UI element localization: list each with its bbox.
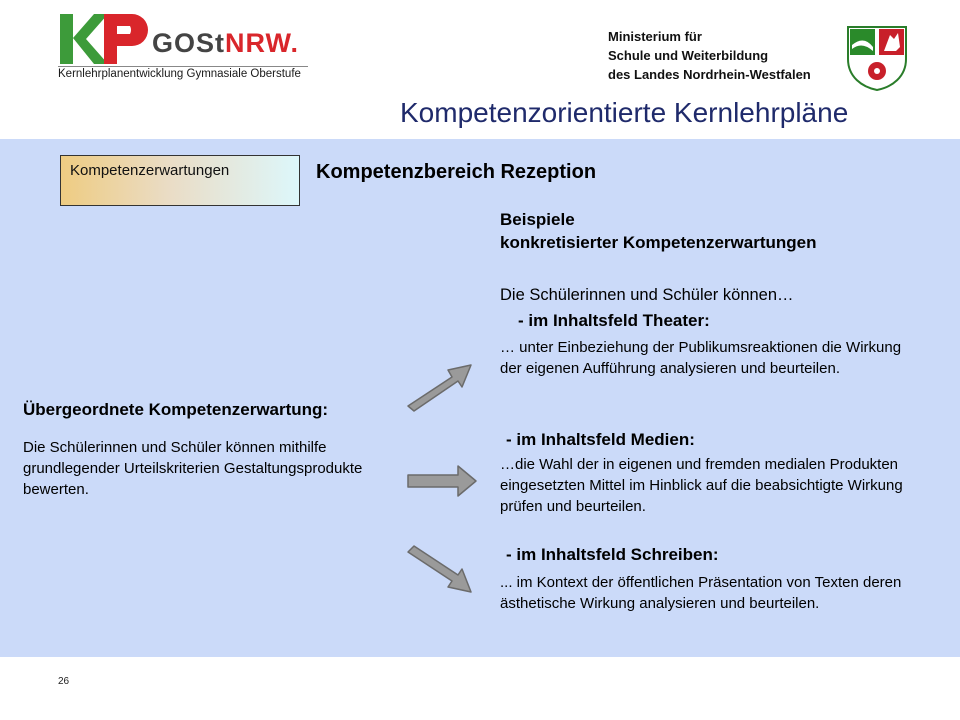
field-title-schreiben: - im Inhaltsfeld Schreiben: (506, 545, 719, 564)
field-title-medien: - im Inhaltsfeld Medien: (506, 430, 695, 449)
kompetenzerwartungen-label-box (60, 155, 300, 206)
arrow-up-right-icon (400, 356, 480, 418)
field-text-theater: … unter Einbeziehung der Publikumsreaktionen die Wirkung der eigenen Aufführung analysieren und beurteilen. (500, 339, 902, 377)
field-text-medien: …die Wahl der in eigenen und fremden medialen Produkten eingesetzten Mittel im Hinblick auf die beabsichtigte Wirkung prüfen und beurteilen. (500, 456, 903, 515)
nrw-coat-of-arms-icon (846, 25, 908, 91)
right-heading-line: Beispiele (500, 210, 575, 229)
section-title: Kompetenzbereich Rezeption (316, 161, 597, 183)
arrow-down-right-icon (400, 540, 480, 602)
arrow-right-icon (402, 460, 482, 500)
kp-gost-nrw-logo (58, 12, 308, 84)
ministry-line: Ministerium für (608, 29, 702, 44)
ministry-name (608, 27, 811, 84)
right-intro: Die Schülerinnen und Schüler können… (500, 286, 794, 304)
field-text-schreiben: ... im Kontext der öffentlichen Präsentation von Texten deren ästhetische Wirkung analysieren und beurteilen. (500, 574, 902, 612)
logo-gost-text: GOStNRW. (152, 28, 300, 58)
field-title-theater: - im Inhaltsfeld Theater: (518, 311, 710, 330)
ministry-line: Schule und Weiterbildung (608, 48, 769, 63)
left-heading: Übergeordnete Kompetenzerwartung: (23, 400, 329, 419)
slide-page-number: 26 (58, 676, 70, 687)
label-box-text: Kompetenzerwartungen (70, 162, 230, 179)
logo-subtitle: Kernlehrplanentwicklung Gymnasiale Oberstufe (58, 68, 301, 80)
page-title: Kompetenzorientierte Kernlehrpläne (400, 97, 849, 128)
right-heading-line: konkretisierter Kompetenzerwartungen (500, 233, 817, 252)
logo-divider (58, 66, 308, 67)
left-text: Die Schülerinnen und Schüler können mithilfe grundlegender Urteilskriterien Gestaltungsprodukte bewerten. (23, 439, 363, 498)
ministry-line: des Landes Nordrhein-Westfalen (608, 67, 811, 82)
logo-nrw-text: NRW. (225, 28, 300, 58)
right-heading (500, 208, 816, 254)
